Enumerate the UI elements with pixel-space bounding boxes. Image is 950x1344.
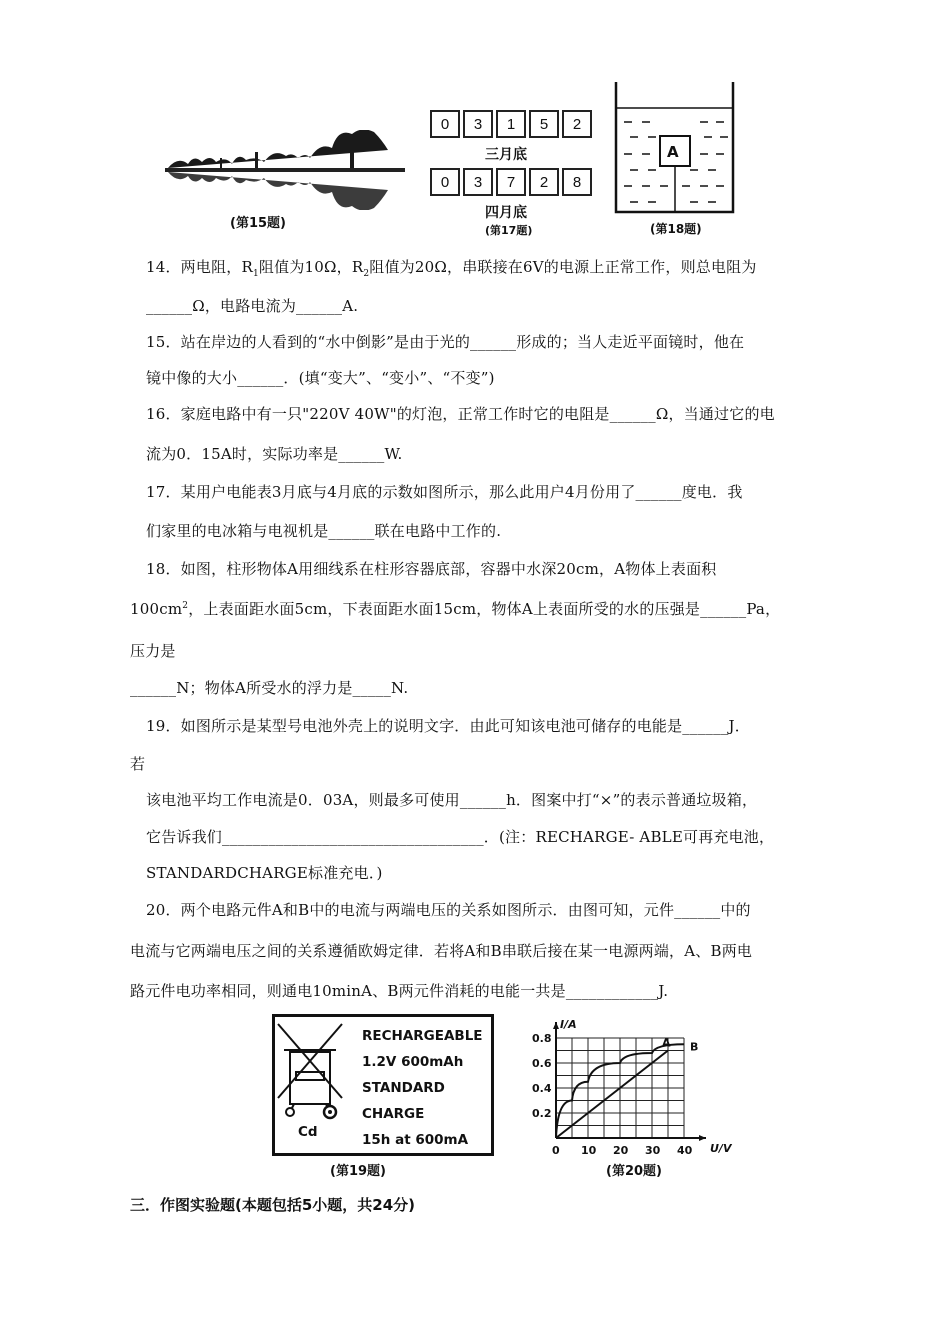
- x-tick-label: 20: [613, 1144, 629, 1157]
- battery-line-3: STANDARD: [362, 1080, 445, 1096]
- q14-line1: [146, 256, 757, 279]
- x-axis-arrow: [699, 1135, 706, 1141]
- y-tick-label: 0.4: [532, 1082, 552, 1095]
- q19-line1: 19．如图所示是某型号电池外壳上的说明文字．由此可知该电池可储存的电能是______J．: [146, 717, 750, 735]
- q15-line2: 镜中像的大小______．(填“变大”、“变小”、“不变”): [146, 369, 495, 387]
- q20-line3: 路元件电功率相同，则通电10minA、B两元件消耗的电能一共是____________J.: [130, 982, 669, 1000]
- q16-line1: 16．家庭电路中有一只"220V 40W"的灯泡，正常工作时它的电阻是______Ω，当通过它的电: [146, 405, 775, 423]
- x-tick-label: 40: [677, 1144, 693, 1157]
- meter-digit: 1: [496, 110, 526, 138]
- figure-20: [520, 1016, 740, 1182]
- figure-15-caption: (第15题): [230, 216, 286, 231]
- tree-reflection-image: [160, 130, 410, 210]
- iu-chart: [520, 1016, 740, 1164]
- y-axis-arrow: [553, 1022, 559, 1029]
- q14-sub1: 1: [252, 269, 259, 279]
- y-axis-label: I/A: [560, 1018, 577, 1031]
- battery-line-2: 1.2V 600mAh: [362, 1054, 464, 1070]
- q18-sup: 2: [182, 601, 189, 611]
- q15-line1: 15．站在岸边的人看到的“水中倒影”是由于光的______形成的；当人走近平面镜时，他在: [146, 333, 745, 351]
- q18-line2: [130, 598, 780, 619]
- q14-line2: ______Ω，电路电流为______A.: [146, 297, 359, 315]
- q20-line1: 20．两个电路元件A和B中的电流与两端电压的关系如图所示．由图可知，元件______中的: [146, 901, 751, 919]
- meter-reading-march: [430, 110, 595, 138]
- q18-line4: ______N；物体A所受水的浮力是_____N.: [130, 679, 409, 697]
- q18-line3: 压力是: [130, 642, 176, 660]
- figure-17: [430, 110, 600, 240]
- meter-digit: 7: [496, 168, 526, 196]
- figure-19-caption: (第19题): [330, 1164, 386, 1179]
- cd-label: Cd: [298, 1124, 318, 1140]
- q14-text-c: 阻值为20Ω，串联接在6V的电源上正常工作，则总电阻为: [369, 258, 757, 276]
- y-tick-label: 0.8: [532, 1032, 552, 1045]
- q19-line5: STANDARDCHARGE标准充电．): [146, 864, 383, 882]
- section-3-heading: 三．作图实验题(本题包括5小题，共24分): [130, 1196, 416, 1214]
- q19-line4: 它告诉我们__________________________________．(注：RECHARGE- ABLE可再充电池，: [146, 828, 775, 846]
- x-tick-label: 30: [645, 1144, 661, 1157]
- q17-line1: 17．某用户电能表3月底与4月底的示数如图所示，那么此用户4月份用了______度电．我: [146, 483, 743, 501]
- meter-label-march: 三月底: [485, 147, 527, 163]
- figure-18-caption: (第18题): [650, 222, 702, 236]
- q14-text-a: 14．两电阻，R: [146, 258, 253, 276]
- meter-reading-april: [430, 168, 595, 196]
- object-a-label: A: [667, 143, 679, 161]
- q18-line1: 18．如图，柱形物体A用细线系在柱形容器底部，容器中水深20cm，A物体上表面积: [146, 560, 717, 578]
- figure-15: [160, 130, 410, 240]
- meter-digit-decimal: 2: [562, 110, 592, 138]
- q17-line2: 们家里的电冰箱与电视机是______联在电路中工作的.: [146, 522, 502, 540]
- meter-digit: 0: [430, 110, 460, 138]
- meter-digit-decimal: 8: [562, 168, 592, 196]
- q16-line2: 流为0．15A时，实际功率是______W.: [146, 445, 403, 463]
- q18-text-a: 100cm: [130, 600, 183, 618]
- battery-line-1: RECHARGEABLE: [362, 1028, 483, 1044]
- figure-18: [612, 82, 737, 242]
- q20-line2: 电流与它两端电压之间的关系遵循欧姆定律．若将A和B串联后接在某一电源两端，A、B两电: [130, 942, 753, 960]
- q19-line3: 该电池平均工作电流是0．03A，则最多可使用______h．图案中打“×”的表示普通垃圾箱，: [146, 791, 758, 809]
- series-label-b: B: [690, 1040, 699, 1054]
- x-tick-label: 0: [552, 1144, 560, 1157]
- series-label-a: A: [662, 1036, 671, 1050]
- q19-line2: 若: [130, 755, 146, 773]
- battery-line-5: 15h at 600mA: [362, 1132, 469, 1148]
- meter-label-april: 四月底: [485, 205, 527, 221]
- meter-digit: 0: [430, 168, 460, 196]
- figure-17-caption: (第17题): [485, 224, 533, 237]
- meter-digit: 5: [529, 110, 559, 138]
- meter-digit: 2: [529, 168, 559, 196]
- x-tick-label: 10: [581, 1144, 597, 1157]
- q18-text-b: ，上表面距水面5cm，下表面距水面15cm，物体A上表面所受的水的压强是______Pa，: [188, 600, 781, 618]
- battery-line-4: CHARGE: [362, 1106, 425, 1122]
- x-axis-label: U/V: [710, 1142, 732, 1155]
- figure-20-caption: (第20题): [606, 1164, 662, 1179]
- q14-sub2: 2: [363, 269, 370, 279]
- meter-digit: 3: [463, 110, 493, 138]
- figure-19: [272, 1014, 494, 1180]
- q14-text-b: 阻值为10Ω，R: [258, 258, 364, 276]
- y-tick-label: 0.6: [532, 1057, 552, 1070]
- meter-digit: 3: [463, 168, 493, 196]
- y-tick-label: 0.2: [532, 1107, 552, 1120]
